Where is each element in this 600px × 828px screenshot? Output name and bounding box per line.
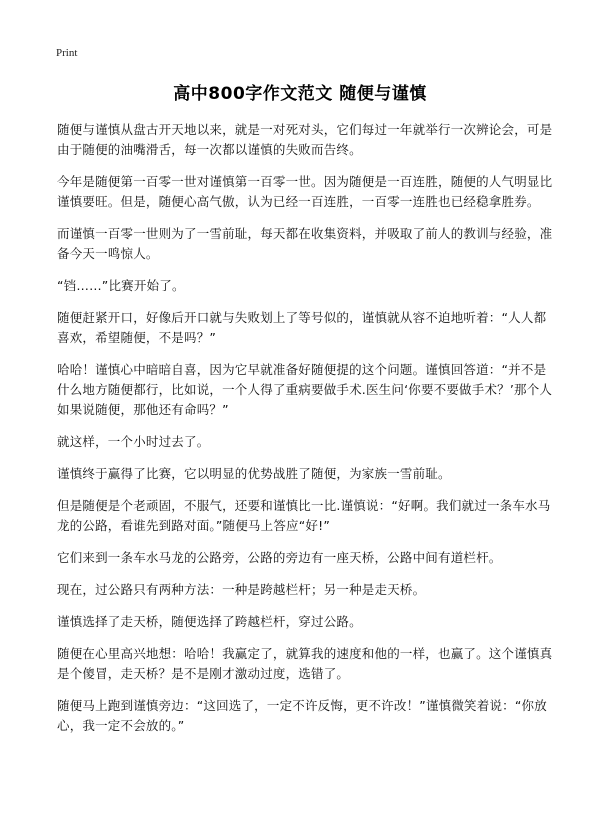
paragraph: 哈哈！谨慎心中暗暗自喜，因为它早就准备好随便提的这个问题。谨慎回答道：“并不是什么地方随便都行，比如说，一个人得了重病要做手术.医生问‘你要不要做手术？’那个人如果说随便，那他还有命吗？” [57,362,553,417]
paragraph: 现在，过公路只有两种方法：一种是跨越栏杆；另一种是走天桥。 [57,582,426,597]
paragraph: 随便马上跑到谨慎旁边：“这回选了，一定不许反悔，更不许改！”谨慎微笑着说：“你放心，我一定不会放的。” [57,698,547,733]
paragraph: 它们来到一条车水马龙的公路旁，公路的旁边有一座天桥，公路中间有道栏杆。 [57,550,502,565]
paragraph: 但是随便是个老顽固，不服气，还要和谨慎比一比.谨慎说：“好啊。我们就过一条车水马龙的公路，看谁先到路对面。”随便马上答应“好!” [57,498,551,533]
paragraph: 随便在心里高兴地想：哈哈！我赢定了，就算我的速度和他的一样，也赢了。这个谨慎真是个傻冒，走天桥？是不是刚才激动过度，选错了。 [57,646,553,681]
paragraph: 随便与谨慎从盘古开天地以来，就是一对死对头，它们每过一年就举行一次辨论会，可是由于随便的油嘴滑舌，每一次都以谨慎的失败而告终。 [57,122,553,157]
paragraph: 今年是随便第一百零一世对谨慎第一百零一世。因为随便是一百连胜，随便的人气明显比谨慎要旺。但是，随便心高气傲，认为已经一百连胜，一百零一连胜也已经稳拿胜券。 [57,174,553,209]
paragraph: 谨慎终于赢得了比赛，它以明显的优势战胜了随便，为家族一雪前耻。 [57,466,451,481]
paragraph: “铛……”比赛开始了。 [57,278,185,293]
print-label: Print [56,47,78,59]
paragraph: 就这样，一个小时过去了。 [57,434,210,449]
paragraph: 随便赶紧开口，好像后开口就与失败划上了等号似的，谨慎就从容不迫地听着：“人人都喜欢，希望随便，不是吗？” [57,310,547,345]
paragraph: 谨慎选择了走天桥，随便选择了跨越栏杆，穿过公路。 [57,614,362,629]
document-body [57,120,557,748]
document-title: 高中800字作文范文 随便与谨慎 [173,84,427,104]
paragraph: 而谨慎一百零一世则为了一雪前耻，每天都在收集资料，并吸取了前人的教训与经验，准备今天一鸣惊人。 [57,226,553,261]
